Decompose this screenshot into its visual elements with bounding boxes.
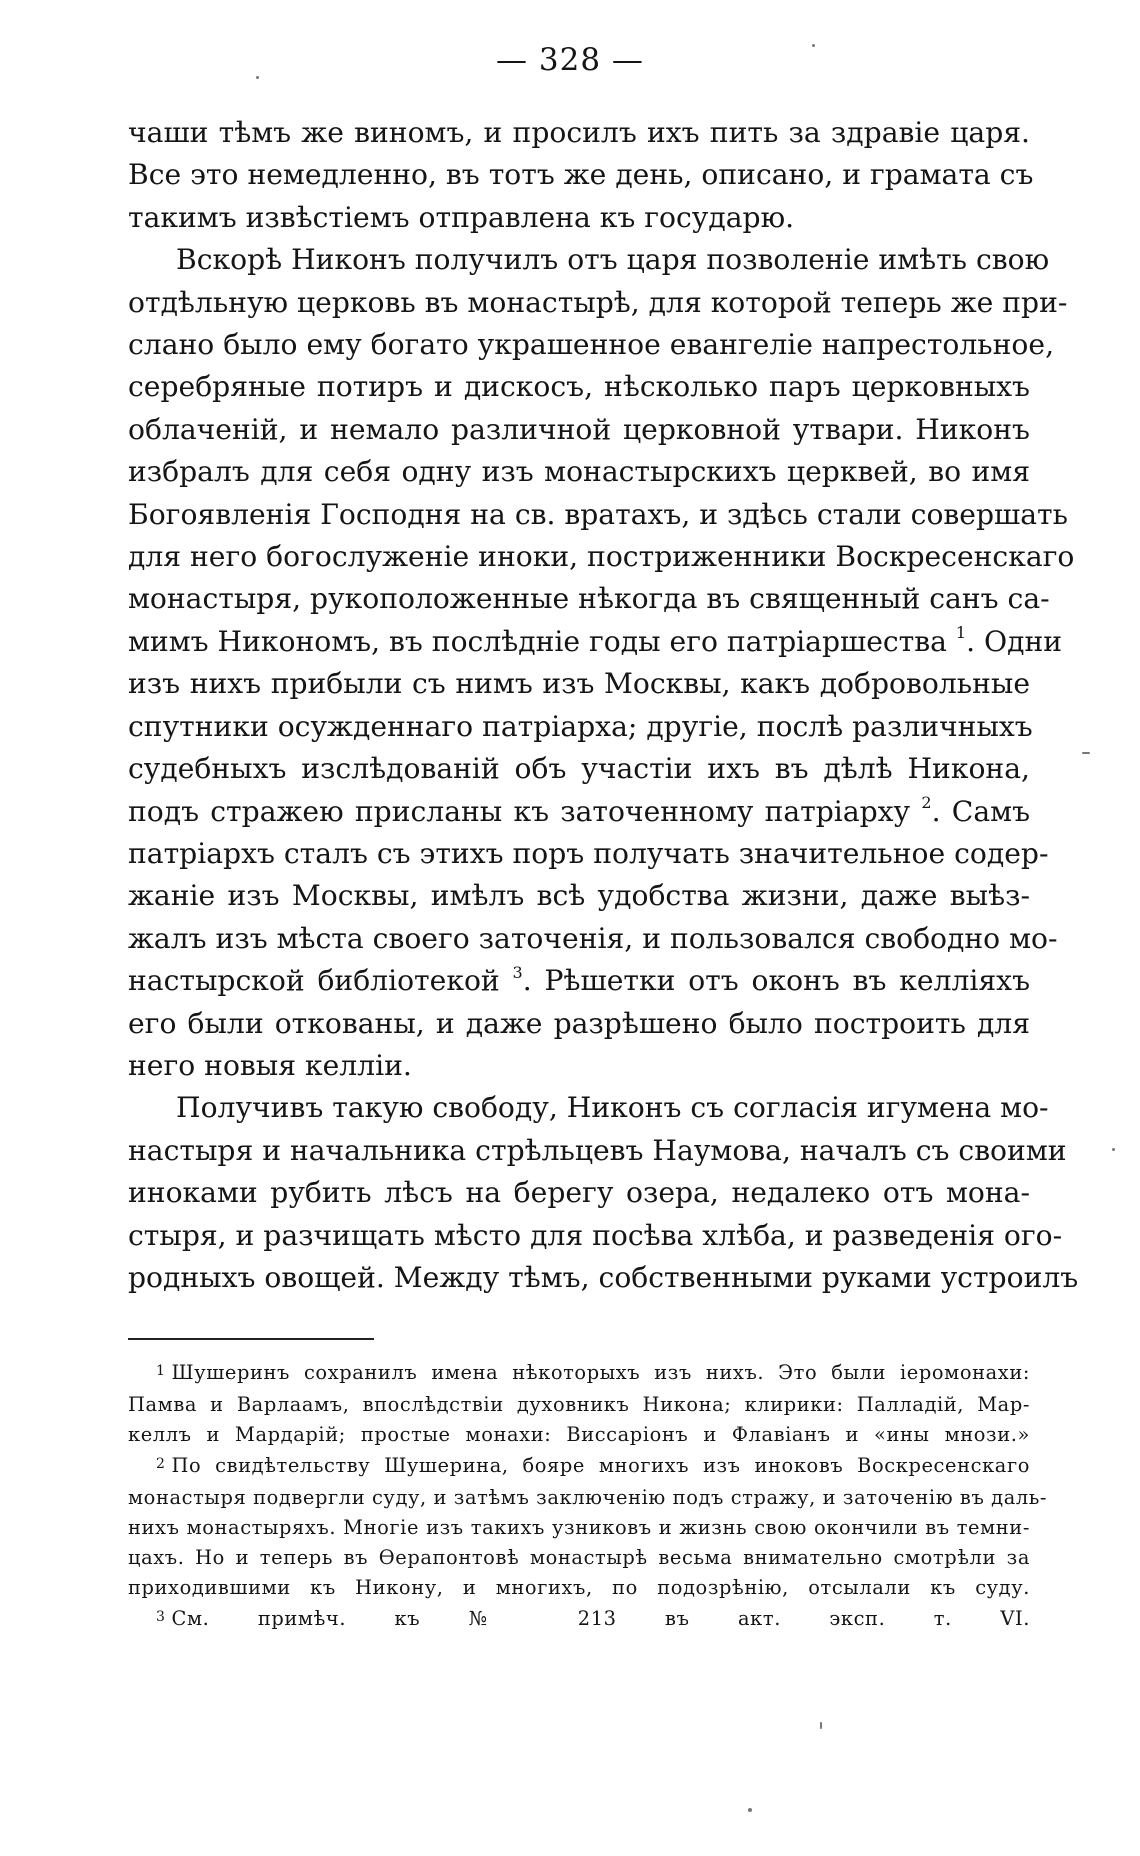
text-line: Вскорѣ Никонъ получилъ отъ царя позволеніе имѣть свою: [176, 243, 1050, 277]
text-line: облаченій, и немало различной церковной утвари. Никонъ: [128, 412, 1030, 446]
text-line: Получивъ такую свободу, Никонъ съ согласія игумена мо-: [176, 1091, 1049, 1125]
text-line: избралъ для себя одну изъ монастырскихъ церквей, во имя: [128, 455, 1030, 489]
footnote-ref-1[interactable]: 1: [955, 623, 967, 643]
footnote-2: [128, 1451, 1048, 1604]
footnote-line: келлъ и Мардарій; простые монахи: Виссаріонъ и Флавіанъ и «ины мнози.»: [128, 1423, 1030, 1447]
text-line: Все это немедленно, въ тотъ же день, описано, и грамата съ: [128, 158, 1034, 192]
text-line: судебныхъ изслѣдованій объ участіи ихъ въ дѣлѣ Никона,: [128, 752, 1030, 786]
footnote-1: [128, 1358, 1030, 1451]
print-speck: [748, 1808, 752, 1812]
text-line: его были откованы, и даже разрѣшено было построить для: [128, 1006, 1030, 1040]
footnote-line: [128, 1604, 1030, 1636]
footnote-3: [128, 1604, 1030, 1636]
footnote-mark: 3: [156, 1608, 166, 1625]
text-line: спутники осужденнаго патріарха; другіе, послѣ различныхъ: [128, 709, 1033, 743]
footnote-divider: [128, 1338, 374, 1340]
print-speck: [812, 44, 815, 47]
text-fragment: Одни: [984, 624, 1063, 658]
text-line: иноками рубить лѣсъ на берегу озера, недалеко отъ мона-: [128, 1176, 1030, 1210]
text-fragment: настырской библіотекой: [128, 964, 500, 998]
footnote-line: приходившими къ Никону, и многихъ, по подозрѣнію, отсылали къ суду.: [128, 1576, 1030, 1600]
text-line: чаши тѣмъ же виномъ, и просилъ ихъ пить за здравіе царя.: [128, 116, 1030, 149]
text-fragment: мимъ Никономъ, въ послѣдніе годы его патріаршества: [128, 624, 947, 658]
text-line: монастыря, рукоположенные нѣкогда въ священный санъ са-: [128, 582, 1050, 616]
footnote-ref-3[interactable]: 3: [512, 962, 523, 982]
text-line-with-footnote: подъ стражею присланы къ заточенному патріарху $^2$. Самъ: [128, 793, 1031, 828]
text-fragment: По свидѣтельству Шушерина, бояре многихъ изъ иноковъ Воскресенскаго: [171, 1453, 1030, 1477]
footnote-ref-2[interactable]: 2: [921, 793, 932, 813]
print-speck: [256, 76, 259, 79]
text-line: серебряные потиръ и дискосъ, нѣсколько паръ церковныхъ: [128, 370, 1030, 404]
text-line: патріархъ сталъ съ этихъ поръ получать значительное содер-: [128, 836, 1049, 870]
text-line-with-footnote: настырской библіотекой $^3$. Рѣшетки отъ оконъ въ келліяхъ: [128, 962, 1031, 998]
footnote-mark: 2: [156, 1455, 166, 1472]
footnote-line: [128, 1451, 1030, 1483]
print-speck: [820, 1722, 822, 1729]
text-line-with-footnote: мимъ Никономъ, въ послѣдніе годы его патріаршества $^1$. Одни: [128, 623, 1063, 658]
paragraph-1: [128, 112, 1034, 239]
print-speck: [1082, 752, 1090, 754]
footnote-line: цахъ. Но и теперь въ Ѳерапонтовѣ монастырѣ весьма внимательно смотрѣли за: [128, 1546, 1030, 1570]
text-line: изъ нихъ прибыли съ нимъ изъ Москвы, какъ добровольные: [128, 667, 1030, 701]
text-line: Богоявленія Господня на св. вратахъ, и здѣсь стали совершать: [128, 497, 1068, 531]
footnotes: [128, 1358, 1048, 1636]
text-line: жаніе изъ Москвы, имѣлъ всѣ удобства жизни, даже выѣз-: [128, 879, 1030, 913]
paragraph-3: [128, 1087, 1079, 1299]
text-fragment: См. примѣч. къ № 213 въ акт. эксп. т. VI.: [171, 1606, 1030, 1630]
text-fragment: подъ стражею присланы къ заточенному патріарху: [128, 794, 911, 828]
text-fragment: Самъ: [951, 794, 1031, 828]
text-fragment: Рѣшетки отъ оконъ въ келліяхъ: [544, 964, 1031, 998]
body-text: [128, 112, 1079, 1299]
footnote-line: нихъ монастыряхъ. Многіе изъ такихъ узниковъ и жизнь свою окончили въ темни-: [128, 1516, 1030, 1540]
text-line: отдѣльную церковь въ монастырѣ, для которой теперь же при-: [128, 285, 1068, 319]
text-line: стыря, и разчищать мѣсто для посѣва хлѣба, и разведенія ого-: [128, 1218, 1063, 1252]
text-line: слано было ему богато украшенное евангеліе напрестольное,: [128, 328, 1055, 362]
footnote-line: Памва и Варлаамъ, впослѣдствіи духовникъ Никона; клирики: Палладій, Мар-: [128, 1393, 1030, 1417]
footnote-line: [128, 1358, 1030, 1390]
text-fragment: Шушеринъ сохранилъ имена нѣкоторыхъ изъ нихъ. Это были іеромонахи:: [171, 1361, 1030, 1384]
footnote-line: монастыря подвергли суду, и затѣмъ заключенію подъ стражу, и заточенію въ даль-: [128, 1485, 1048, 1509]
text-line: него новыя келліи.: [128, 1048, 412, 1082]
paragraph-2: [128, 239, 1075, 1087]
text-line: жалъ изъ мѣста своего заточенія, и пользовался свободно мо-: [128, 921, 1058, 955]
text-line: родныхъ овощей. Между тѣмъ, собственными руками устроилъ: [128, 1260, 1079, 1294]
text-line: такимъ извѣстіемъ отправлена къ государю.: [128, 200, 795, 234]
text-line: настыря и начальника стрѣльцевъ Наумова, началъ съ своими: [128, 1133, 1067, 1167]
text-line: для него богослуженіе иноки, постриженники Воскресенскаго: [128, 540, 1075, 574]
print-speck: [1112, 1148, 1115, 1151]
page-number: — 328 —: [496, 42, 644, 78]
footnote-mark: 1: [156, 1363, 166, 1379]
